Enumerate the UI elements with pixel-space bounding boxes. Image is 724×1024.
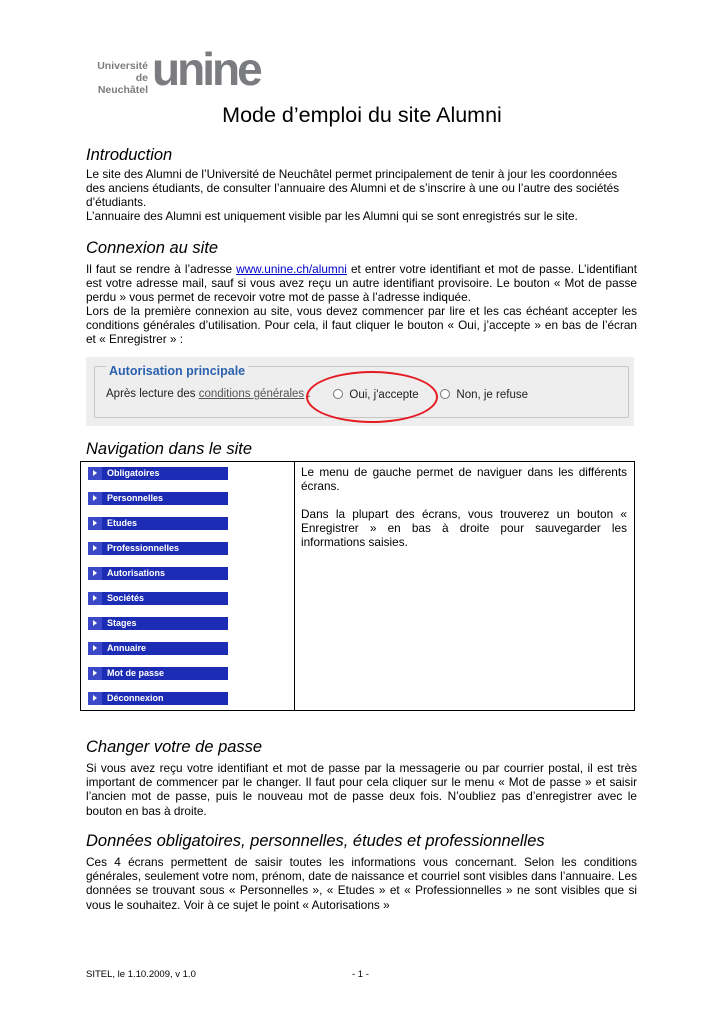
arrow-right-icon [88,617,102,630]
menu-item-societes[interactable] [88,592,228,605]
table-divider [294,462,295,710]
logo-line-1: Université [97,60,148,72]
logo-line-2: de Neuchâtel [97,72,148,96]
intro-paragraph: Le site des Alumni de l’Université de Neuchâtel permet principalement de tenir à jour les coordonnées des anciens étudiants, de consulter l’annuaire des Alumni et de s’inscrire à une ou l’autre des sociétés d’étudiants. [86,167,620,210]
menu-item-label: Mot de passe [107,668,165,678]
menu-item-professionnelles[interactable] [88,542,228,555]
page-number: - 1 - [352,969,369,980]
authorization-title: Autorisation principale [106,364,248,378]
menu-item-autorisations[interactable] [88,567,228,580]
menu-item-label: Autorisations [107,568,166,578]
unine-wordmark-logo [152,49,272,91]
arrow-right-icon [88,567,102,580]
menu-item-obligatoires[interactable] [88,467,228,480]
password-paragraph: Si vous avez reçu votre identifiant et mot de passe par la messagerie ou par courrier postal, il est très important de commencer par le changer. Il faut pour cela cliquer sur le menu « Mot de passe » et saisir l’ancien mot de passe, puis le nouveau mot de passe deux fois. N’oubliez pas d’enregistrer avec le bouton en bas à droite. [86,761,637,818]
accept-label: Oui, j'accepte [349,389,419,401]
arrow-right-icon [88,467,102,480]
section-heading-password: Changer votre de passe [86,738,263,756]
section-heading-introduction: Introduction [86,146,173,164]
menu-item-label: Professionnelles [107,543,180,553]
section-heading-connexion: Connexion au site [86,239,219,257]
navigation-table [80,461,635,711]
arrow-right-icon [88,692,102,705]
radio-icon[interactable] [440,389,450,399]
arrow-right-icon [88,667,102,680]
arrow-right-icon [88,642,102,655]
menu-item-label: Etudes [107,518,138,528]
authorization-prompt [106,388,311,400]
navigation-description: Le menu de gauche permet de naviguer dans les différents écrans. [301,465,627,494]
arrow-right-icon [88,542,102,555]
logo-wordmark: unine [152,49,260,91]
arrow-right-icon [88,592,102,605]
menu-item-label: Obligatoires [107,468,160,478]
connexion-text-start: Il faut se rendre à l’adresse [86,262,237,276]
arrow-right-icon [88,492,102,505]
footer-version: SITEL, le 1.10.2009, v 1.0 [86,969,196,980]
alumni-site-link[interactable]: www.unine.ch/alumni [236,262,347,276]
menu-item-stages[interactable] [88,617,228,630]
menu-item-deconnexion[interactable] [88,692,228,705]
connexion-text-end: et entrer votre identifiant et mot de passe. L’identifiant est votre adresse mail, sauf si vous avez reçu un autre identifiant provisoire. Le bouton « Mot de passe perdu » vous permet de recevoir votre mot de passe à l’adresse indiquée. [86,262,637,305]
menu-item-label: Sociétés [107,593,145,603]
navigation-description-2: Dans la plupart des écrans, vous trouverez un bouton « Enregistrer » en bas à droite pour sauvegarder les informations saisies. [301,507,627,550]
menu-item-mot-de-passe[interactable] [88,667,228,680]
menu-item-personnelles[interactable] [88,492,228,505]
refuse-label: Non, je refuse [456,389,528,401]
logo-text [84,60,148,96]
refuse-radio-option[interactable] [440,389,528,401]
menu-item-label: Personnelles [107,493,164,503]
connexion-paragraph-2: Lors de la première connexion au site, vous devez commencer par lire et les cas échéant accepter les conditions générales d’utilisation. Pour cela, il faut cliquer le bouton « Oui, j’accepte » en bas de l’écran et « Enregistrer » : [86,304,637,347]
arrow-right-icon [88,517,102,530]
section-heading-navigation: Navigation dans le site [86,440,253,458]
section-heading-donnees: Données obligatoires, personnelles, études et professionnelles [86,832,545,850]
donnees-paragraph: Ces 4 écrans permettent de saisir toutes les informations vous concernant. Selon les conditions générales, seulement votre nom, prénom, date de naissance et courriel sont visibles dans l’annuaire. Les données se trouvant sous « Personnelles », « Etudes » et « Professionnelles » ne sont visibles que si vous le souhaitez. Voir à ce sujet le point « Autorisations » [86,855,637,912]
intro-paragraph-2: L’annuaire des Alumni est uniquement visible par les Alumni qui se sont enregistrés sur le site. [86,209,578,223]
authorization-prefix: Après lecture des [106,388,199,400]
menu-item-etudes[interactable] [88,517,228,530]
conditions-generales-link[interactable]: conditions générales [198,388,305,400]
menu-item-label: Déconnexion [107,693,164,703]
authorization-suffix: : [304,388,311,400]
page-title: Mode d’emploi du site Alumni [222,103,502,127]
menu-item-label: Stages [107,618,137,628]
red-highlight-circle [306,371,438,423]
connexion-paragraph [86,262,637,305]
menu-item-label: Annuaire [107,643,147,653]
menu-item-annuaire[interactable] [88,642,228,655]
university-logo [84,49,274,96]
